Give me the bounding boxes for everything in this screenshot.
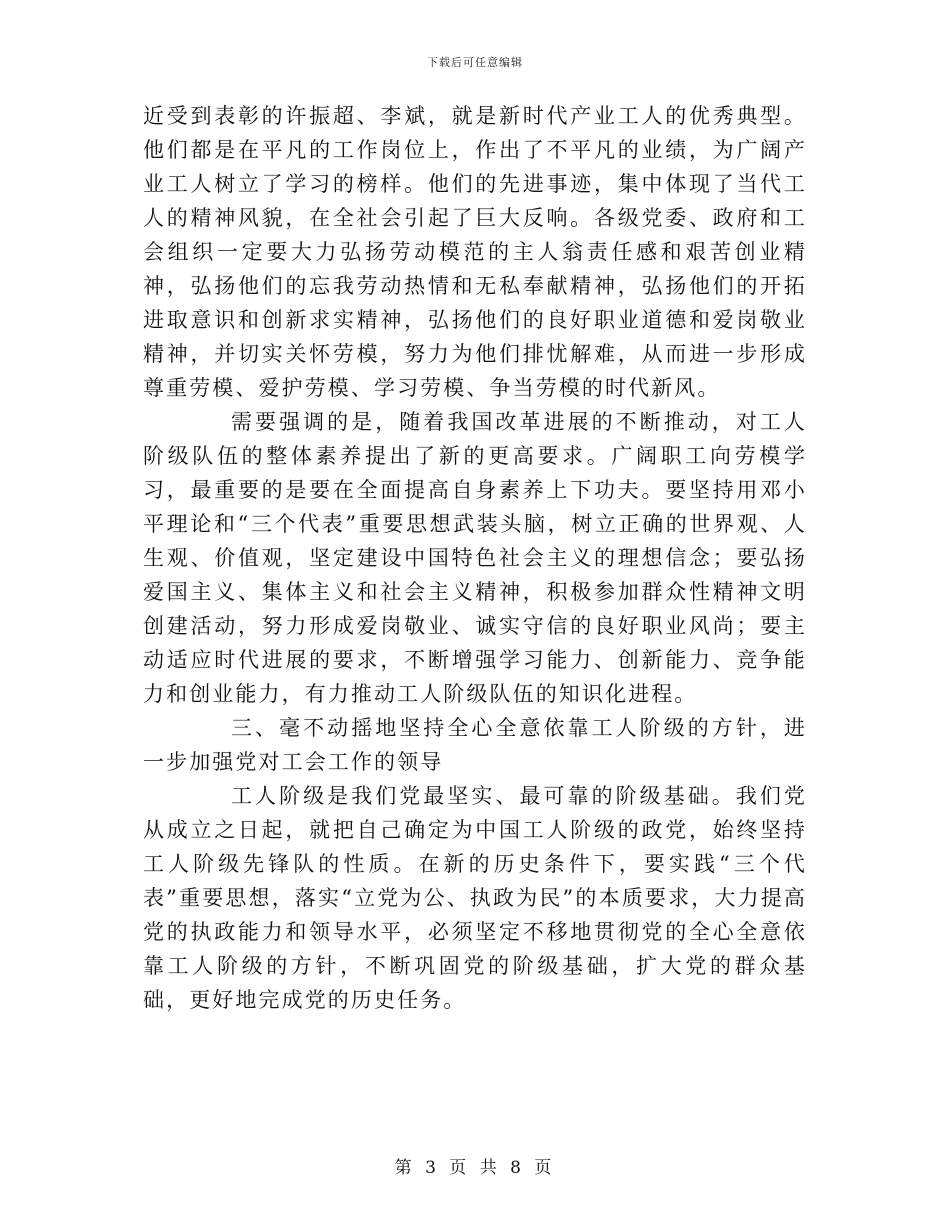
document-body (143, 99, 807, 1017)
paragraph-2: 需要强调的是，随着我国改革进展的不断推动，对工人阶级队伍的整体素养提出了新的更高要求。广阔职工向劳模学习，最重要的是要在全面提高自身素养上下功夫。要坚持用邓小平理论和“三个代表”重要思想武装头脑，树立正确的世界观、人生观、价值观，坚定建设中国特色社会主义的理想信念；要弘扬爱国主义、集体主义和社会主义精神，积极参加群众性精神文明创建活动，努力形成爱岗敬业、诚实守信的良好职业风尚；要主动适应时代进展的要求，不断增强学习能力、创新能力、竞争能力和创业能力，有力推动工人阶级队伍的知识化进程。 (143, 410, 807, 706)
paragraph-1: 近受到表彰的许振超、李斌，就是新时代产业工人的优秀典型。他们都是在平凡的工作岗位上，作出了不平凡的业绩，为广阔产业工人树立了学习的榜样。他们的先进事迹，集中体现了当代工人的精神风貌，在全社会引起了巨大反响。各级党委、政府和工会组织一定要大力弘扬劳动模范的主人翁责任感和艰苦创业精神，弘扬他们的忘我劳动热情和无私奉献精神，弘扬他们的开拓进取意识和创新求实精神，弘扬他们的良好职业道德和爱岗敬业精神，并切实关怀劳模，努力为他们排忧解难，从而进一步形成尊重劳模、爱护劳模、学习劳模、争当劳模的时代新风。 (143, 104, 807, 400)
page-header: 下载后可任意编辑 (427, 56, 523, 69)
page-number: 第 3 页 共 8 页 (394, 1158, 556, 1178)
section-heading-3: 三、毫不动摇地坚持全心全意依靠工人阶级的方针，进一步加强党对工会工作的领导 (143, 716, 807, 774)
paragraph-4: 工人阶级是我们党最坚实、最可靠的阶级基础。我们党从成立之日起，就把自己确定为中国工人阶级的政党，始终坚持工人阶级先锋队的性质。在新的历史条件下，要实践“三个代表”重要思想，落实“立党为公、执政为民”的本质要求，大力提高党的执政能力和领导水平，必须坚定不移地贯彻党的全心全意依靠工人阶级的方针，不断巩固党的阶级基础，扩大党的群众基础，更好地完成党的历史任务。 (143, 784, 807, 1012)
